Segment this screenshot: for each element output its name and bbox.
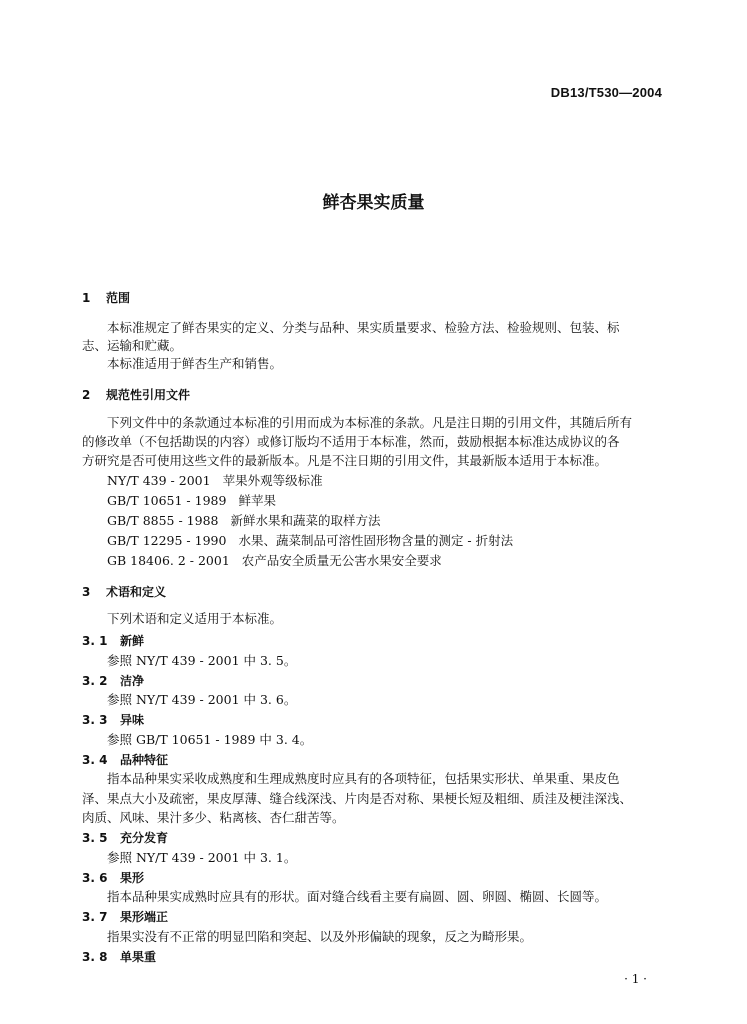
- term-heading: [82, 673, 144, 689]
- term-text: 参照 GB/T 10651 - 1989 中 3. 4。: [107, 732, 313, 747]
- term-number: 3. 8: [82, 950, 108, 964]
- term-heading: [82, 909, 168, 925]
- page-number: · 1 ·: [624, 972, 647, 986]
- section-heading: [82, 584, 166, 600]
- term-heading: [82, 870, 144, 886]
- term-text: 指本品种果实成熟时应具有的形状。面对缝合线看主要有扁圆、圆、卵圆、椭圆、长圆等。: [107, 889, 608, 904]
- reference-title: 苹果外观等级标准: [222, 473, 323, 488]
- reference-code: GB/T 8855 - 1988: [107, 513, 219, 528]
- term-number: 3. 4: [82, 753, 108, 767]
- section-number: 1: [82, 291, 91, 305]
- term-title: 异味: [120, 713, 145, 727]
- reference-code: GB 18406. 2 - 2001: [107, 553, 230, 568]
- term-heading: [82, 712, 144, 728]
- term-text: 参照 NY/T 439 - 2001 中 3. 5。: [107, 653, 297, 668]
- document-title: 鲜杏果实质量: [322, 193, 425, 213]
- term-title: 单果重: [120, 950, 157, 964]
- section-number: 3: [82, 585, 91, 599]
- paragraph-line: 下列术语和定义适用于本标准。: [107, 611, 283, 626]
- reference-item: [107, 513, 381, 529]
- paragraph-line: 的修改单（不包括勘误的内容）或修订版均不适用于本标准，然而，鼓励根据本标准达成协议的各: [82, 434, 620, 449]
- term-heading: [82, 830, 168, 846]
- paragraph-line: 本标准规定了鲜杏果实的定义、分类与品种、果实质量要求、检验方法、检验规则、包装、标: [107, 320, 620, 335]
- term-heading: [82, 633, 144, 649]
- term-number: 3. 7: [82, 910, 108, 924]
- section-heading: [82, 290, 130, 306]
- term-title: 果形: [120, 871, 145, 885]
- section-number: 2: [82, 388, 91, 402]
- term-heading: [82, 949, 156, 965]
- term-title: 品种特征: [120, 753, 169, 767]
- term-text: 参照 NY/T 439 - 2001 中 3. 6。: [107, 692, 297, 707]
- term-text: 参照 NY/T 439 - 2001 中 3. 1。: [107, 850, 297, 865]
- term-title: 果形端正: [120, 910, 169, 924]
- reference-item: [107, 493, 276, 509]
- standard-code: DB13/T530—2004: [550, 85, 662, 100]
- paragraph-line: 方研究是否可使用这些文件的最新版本。凡是不注日期的引用文件，其最新版本适用于本标准。: [82, 453, 608, 468]
- term-number: 3. 3: [82, 713, 108, 727]
- term-title: 充分发育: [120, 831, 169, 845]
- reference-item: [107, 553, 442, 569]
- term-heading: [82, 752, 168, 768]
- term-number: 3. 2: [82, 674, 108, 688]
- term-number: 3. 5: [82, 831, 108, 845]
- term-text: 指本品种果实采收成熟度和生理成熟度时应具有的各项特征，包括果实形状、单果重、果皮色: [107, 771, 620, 786]
- term-number: 3. 6: [82, 871, 108, 885]
- paragraph-line: 志、运输和贮藏。: [82, 338, 183, 353]
- reference-code: GB/T 12295 - 1990: [107, 533, 227, 548]
- section-title: 规范性引用文件: [106, 388, 191, 402]
- reference-code: NY/T 439 - 2001: [107, 473, 211, 488]
- paragraph-line: 本标准适用于鲜杏生产和销售。: [107, 356, 283, 371]
- term-title: 新鲜: [120, 634, 145, 648]
- section-title: 术语和定义: [106, 585, 167, 599]
- section-title: 范围: [106, 291, 131, 305]
- reference-title: 新鲜水果和蔬菜的取样方法: [230, 513, 381, 528]
- section-heading: [82, 387, 190, 403]
- term-text: 指果实没有不正常的明显凹陷和突起、以及外形偏缺的现象，反之为畸形果。: [107, 929, 533, 944]
- paragraph-line: 下列文件中的条款通过本标准的引用而成为本标准的条款。凡是注日期的引用文件，其随后所有: [107, 415, 633, 430]
- reference-item: [107, 533, 513, 549]
- term-text: 泽、果点大小及疏密，果皮厚薄、缝合线深浅、片肉是否对称、果梗长短及粗细、质洼及梗洼深浅、: [82, 791, 633, 806]
- reference-code: GB/T 10651 - 1989: [107, 493, 227, 508]
- term-text: 肉质、风味、果汁多少、粘离核、杏仁甜苦等。: [82, 810, 345, 825]
- term-number: 3. 1: [82, 634, 108, 648]
- reference-title: 农产品安全质量无公害水果安全要求: [241, 553, 442, 568]
- term-title: 洁净: [120, 674, 145, 688]
- reference-title: 水果、蔬菜制品可溶性固形物含量的测定 - 折射法: [238, 533, 514, 548]
- reference-item: [107, 473, 323, 489]
- reference-title: 鲜苹果: [238, 493, 276, 508]
